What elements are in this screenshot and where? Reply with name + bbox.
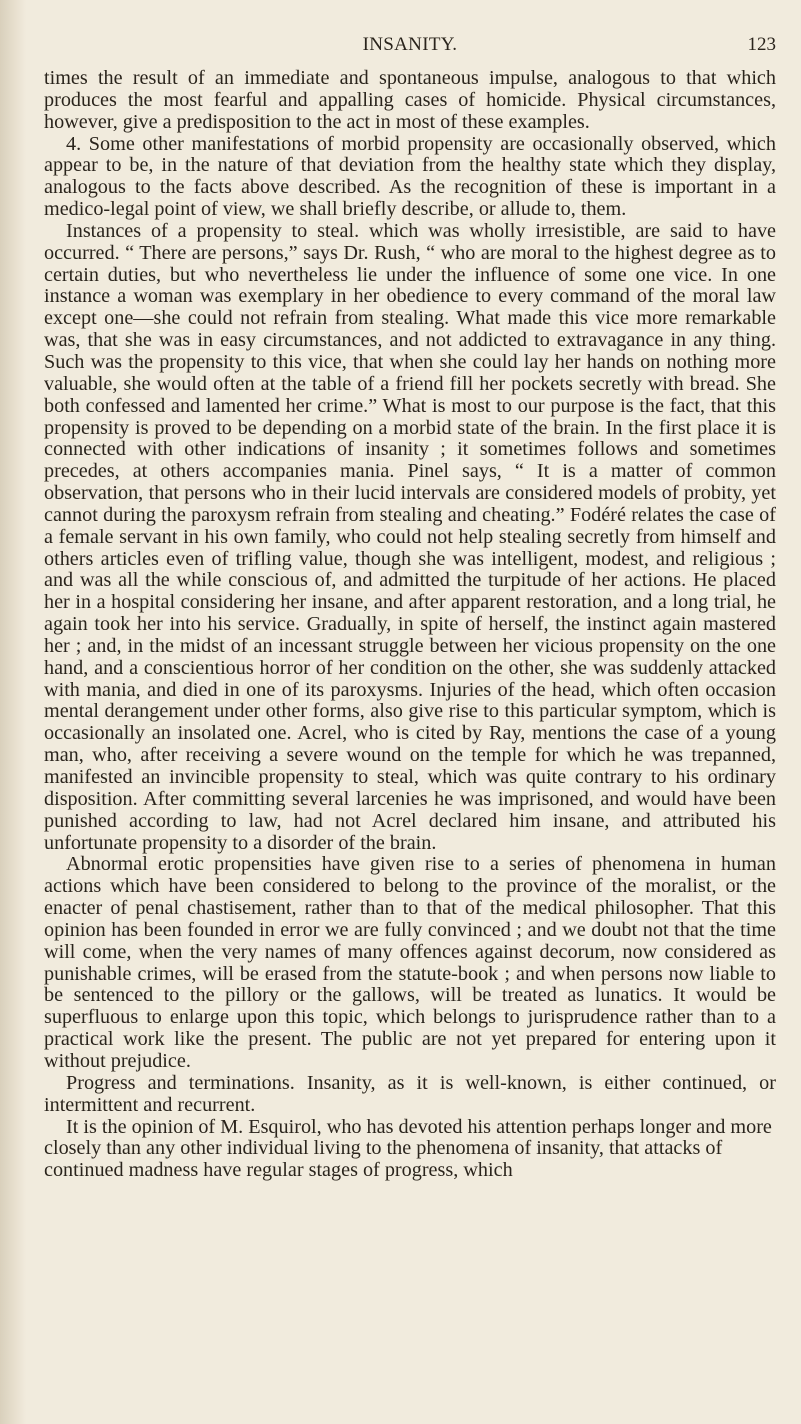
page-gutter-shadow [0, 0, 26, 1424]
paragraph: Abnormal erotic propensities have given rise to a series of phenomena in human actions which have been considered to belong to the province of the moralist, or the enacter of penal chastisement, rather than to that of the medical philosopher. That this opinion has been founded in error we are fully convinced ; and we doubt not that the time will come, when the very names of many offences against decorum, now considered as punishable crimes, will be erased from the statute-book ; and when persons now liable to be sentenced to the pillory or the gallows, will be treated as lunatics. It would be superfluous to enlarge upon this topic, which belongs to jurisprudence rather than to a practical work like the present. The public are not yet prepared for entering upon it without prejudice. [44, 853, 776, 1072]
book-page [44, 0, 776, 1424]
page-number: 123 [747, 34, 776, 55]
running-title: INSANITY. [362, 34, 458, 55]
paragraph: Progress and terminations. Insanity, as it is well-known, is either continued, or intermittent and recurrent. [44, 1071, 776, 1116]
body-text [44, 68, 776, 1182]
paragraph: It is the opinion of M. Esquirol, who has devoted his attention perhaps longer and more closely than any other individual living to the phenomena of insanity, that attacks of continued madness have regular stages of progress, which [44, 1115, 772, 1182]
paragraph: times the result of an immediate and spontaneous impulse, analogous to that which produces the most fearful and appalling cases of homicide. Physical circumstances, however, give a predisposition to the act in most of these examples. [44, 67, 776, 133]
page-header [44, 0, 776, 58]
paragraph: Instances of a propensity to steal. which was wholly irresistible, are said to have occurred. “ There are persons,” says Dr. Rush, “ who are moral to the highest degree as to certain duties, but who nevertheless lie under the influence of some one vice. In one instance a woman was exemplary in her obedience to every command of the moral law except one—she could not refrain from stealing. What made this vice more remarkable was, that she was in easy circumstances, and not addicted to extravagance in any thing. Such was the propensity to this vice, that when she could lay her hands on nothing more valuable, she would often at the table of a friend fill her pockets secretly with bread. She both confessed and lamented her crime.” What is most to our purpose is the fact, that this propensity is proved to be depending on a morbid state of the brain. In the first place it is connected with other indications of insanity ; it sometimes follows and sometimes precedes, at others accompanies mania. Pinel says, “ It is a matter of common observation, that persons who in their lucid intervals are considered models of probity, yet cannot during the paroxysm refrain from stealing and cheating.” Fodéré relates the case of a female servant in his own family, who could not help stealing secretly from himself and others articles even of trifling value, though she was intelligent, modest, and religious ; and was all the while conscious of, and admitted the turpitude of her actions. He placed her in a hospital considering her insane, and after apparent restoration, and a long trial, he again took her into his service. Gradually, in spite of herself, the instinct again mastered her ; and, in the midst of an incessant struggle between her vicious propensity on the one hand, and a conscientious horror of her condition on the other, she was suddenly attacked with mania, and died in one of its paroxysms. Injuries of the head, which often occasion mental derangement under other forms, also give rise to this particular symptom, which is occasionally an insolated one. Acrel, who is cited by Ray, mentions the case of a young man, who, after receiving a severe wound on the temple for which he was trepanned, manifested an invincible propensity to steal, which was quite contrary to his ordinary disposition. After committing several larcenies he was imprisoned, and would have been punished according to law, had not Acrel declared him insane, and attributed his unfortunate propensity to a disorder of the brain. [44, 219, 776, 854]
paragraph: 4. Some other manifestations of morbid propensity are occasionally observed, which appear to be, in the nature of that deviation from the healthy state which they display, analogous to the facts above described. As the recognition of these is important in a medico-legal point of view, we shall briefly describe, or allude to, them. [44, 132, 776, 221]
